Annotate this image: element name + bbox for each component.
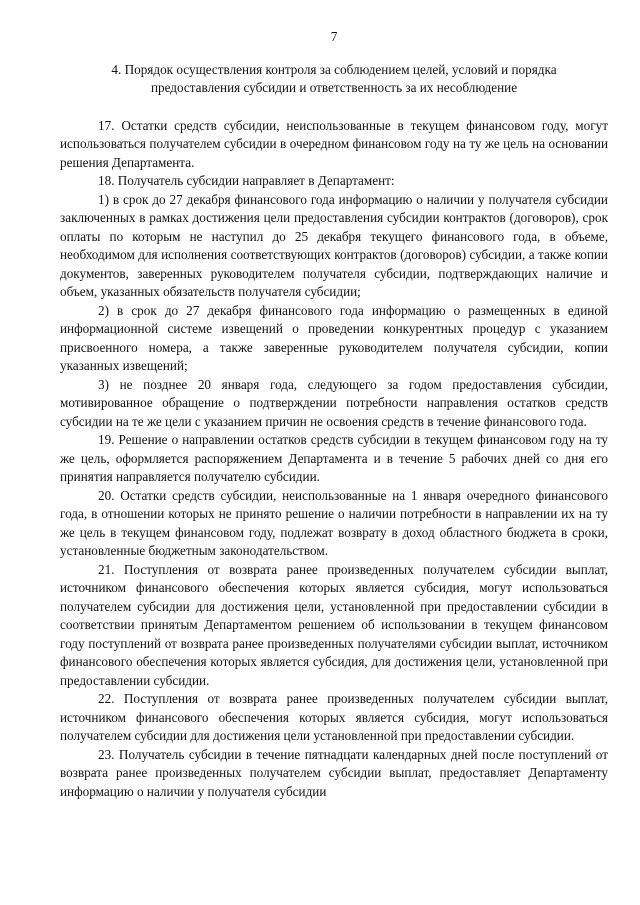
page-number: 7 bbox=[330, 29, 338, 44]
section-title bbox=[60, 61, 608, 98]
paragraph-18-item-1: 1) в срок до 27 декабря финансового года информацию о наличии у получателя субсидии заключенных в рамках достижения цели предоставления субсидии контрактов (договоров), срок оплаты по которым не наступил до 25 декабря текущего финансового года, в объеме, необходимом для исполнения соответствующих контрактов (договоров) субсидии, а также копии документов, заверенных руководителем получателя субсидии, подтверждающих наличие и объем, указанных обязательств получателя субсидии; bbox=[60, 191, 608, 299]
paragraph-20: 20. Остатки средств субсидии, неиспользованные на 1 января очередного финансового года, в отношении которых не принято решение о наличии потребности в направлении их на ту же цель в текущем финансовом году, подлежат возврату в доход областного бюджета в сроки, установленные бюджетным законодательством. bbox=[60, 487, 608, 558]
section-title-line-1: 4. Порядок осуществления контроля за соблюдением целей, условий и порядка bbox=[111, 61, 557, 77]
spacer bbox=[60, 108, 608, 117]
section-title-line-2: предоставления субсидии и ответственность за их несоблюдение bbox=[150, 80, 518, 95]
paragraph-18-item-2: 2) в срок до 27 декабря финансового года информацию о размещенных в единой информационной системе извещений о проведении конкурентных процедур с указанием присвоенного номера, а также заверенные руководителем получателя субсидии, копии указанных извещений; bbox=[60, 302, 608, 373]
paragraph-18: 18. Получатель субсидии направляет в Департамент: bbox=[98, 173, 395, 188]
paragraph-17: 17. Остатки средств субсидии, неиспользованные в текущем финансовом году, могут использоваться получателем субсидии в очередном финансовом году на ту же цель на основании решения Департамента. bbox=[60, 117, 608, 170]
paragraph-19: 19. Решение о направлении остатков средств субсидии в текущем финансовом году на ту же цель, оформляется распоряжением Департамента и в течение 5 рабочих дней со дня его принятия направляется получателю субсидии. bbox=[60, 432, 608, 484]
paragraph-21: 21. Поступления от возврата ранее произведенных получателем субсидии выплат, источником финансового обеспечения которых является субсидия, могут использоваться получателем субсидии для достижения цели, установленной при предоставлении субсидии в соответствии принятым Департаментом решением об использовании в текущем финансовом году поступлений от возврата ранее произведенных получателями субсидии выплат, источником финансового обеспечения которых является субсидия, для достижения цели, установленной при предоставлении субсидии. bbox=[60, 561, 608, 688]
document-page bbox=[60, 28, 608, 801]
paragraph-18-item-3: 3) не позднее 20 января года, следующего за годом предоставления субсидии, мотивированное обращение о подтверждении потребности направления остатков средств субсидии на те же цели с указанием причин не освоения средств в течение финансового года. bbox=[60, 376, 608, 429]
paragraph-23: 23. Получатель субсидии в течение пятнадцати календарных дней после поступлений от возврата ранее произведенных получателем субсидии выплат, предоставляет Департаменту информацию о наличии у получателя субсидии bbox=[60, 746, 608, 799]
paragraph-22: 22. Поступления от возврата ранее произведенных получателем субсидии выплат, источником финансового обеспечения которых является субсидия, могут использоваться получателем субсидии для достижения цели установленной при предоставлении субсидии. bbox=[60, 691, 608, 743]
